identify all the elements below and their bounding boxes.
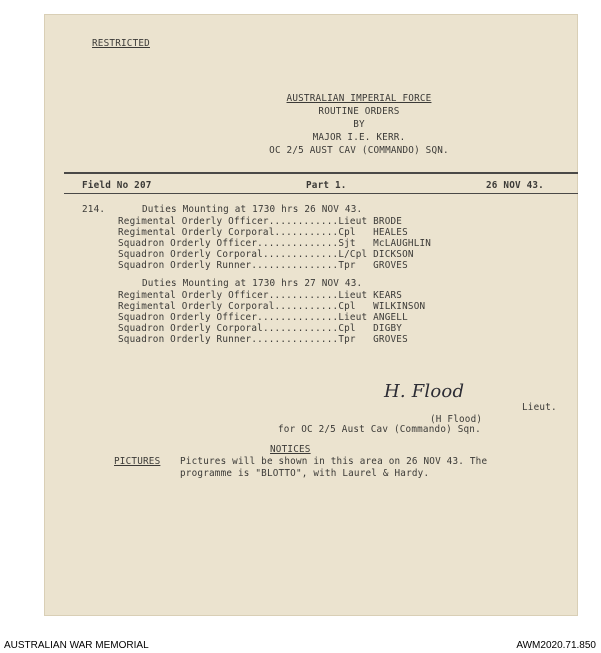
dot-leader: ............. [262,323,339,334]
duty-row [118,301,568,312]
duty-name: Squadron Orderly Officer [118,238,258,249]
duty-name: Squadron Orderly Corporal [118,323,263,334]
duty-row [118,290,568,301]
duty-row [118,216,568,227]
rank: Tpr [338,334,374,345]
person-name: BRODE [373,216,403,227]
person-name: HEALES [373,227,408,238]
duty-name: Regimental Orderly Corporal [118,227,275,238]
dot-leader: .............. [257,312,339,323]
dot-leader: ............... [251,334,339,345]
part-label: Part 1. [306,180,347,191]
field-number: Field No 207 [82,180,152,191]
dot-leader: ............ [268,216,339,227]
block2-title: Duties Mounting at 1730 hrs 27 NOV 43. [142,278,363,289]
header-line-5: OC 2/5 AUST CAV (COMMANDO) SQN. [269,145,449,156]
person-name: ANGELL [373,312,408,323]
person-name: DIGBY [373,323,403,334]
duty-name: Squadron Orderly Officer [118,312,258,323]
duty-name: Squadron Orderly Runner [118,334,252,345]
duty-row [118,323,568,334]
header-line-2: ROUTINE ORDERS [318,106,400,117]
second-rule [64,193,578,194]
signature-for-line: for OC 2/5 Aust Cav (Commando) Sqn. [278,424,481,435]
duty-name: Regimental Orderly Corporal [118,301,275,312]
header-line-3: BY [353,119,365,130]
document-page [44,14,578,616]
person-name: DICKSON [373,249,414,260]
pictures-text-line-2: programme is "BLOTTO", with Laurel & Hardy. [180,468,430,479]
dot-leader: .............. [257,238,339,249]
duty-name: Squadron Orderly Runner [118,260,252,271]
duty-name: Regimental Orderly Officer [118,216,269,227]
duty-row [118,260,568,271]
person-name: McLAUGHLIN [373,238,432,249]
person-name: GROVES [373,260,408,271]
rank: L/Cpl [338,249,374,260]
person-name: KEARS [373,290,403,301]
signature-name: (H Flood) [430,414,483,425]
duty-row [118,334,568,345]
duty-row [118,227,568,238]
duty-name: Squadron Orderly Corporal [118,249,263,260]
item-number: 214. [82,204,106,215]
duty-row [118,249,568,260]
rank: Cpl [338,227,374,238]
dot-leader: ............. [262,249,339,260]
rank: Cpl [338,301,374,312]
rank: Lieut [338,312,374,323]
duty-name: Regimental Orderly Officer [118,290,269,301]
dot-leader: ........... [274,227,339,238]
footer-accession-number: AWM2020.71.850 [516,640,596,651]
pictures-label: PICTURES [114,456,161,467]
rank: Cpl [338,323,374,334]
dot-leader: ............ [268,290,339,301]
block1-title: Duties Mounting at 1730 hrs 26 NOV 43. [142,204,363,215]
signature: H. Flood [384,381,465,402]
order-date: 26 NOV 43. [486,180,544,191]
rank: Tpr [338,260,374,271]
duty-row [118,238,568,249]
rank: Lieut [338,216,374,227]
person-name: GROVES [373,334,408,345]
dot-leader: ............... [251,260,339,271]
top-rule [64,172,578,174]
rank: Sjt [338,238,374,249]
header-line-1: AUSTRALIAN IMPERIAL FORCE [286,93,432,104]
classification-stamp: RESTRICTED [92,38,150,49]
footer-credit: AUSTRALIAN WAR MEMORIAL [4,640,149,651]
signature-rank: Lieut. [522,402,557,413]
dot-leader: ........... [274,301,339,312]
person-name: WILKINSON [373,301,426,312]
header-line-4: MAJOR I.E. KERR. [312,132,406,143]
duty-row [118,312,568,323]
rank: Lieut [338,290,374,301]
notices-heading: NOTICES [270,444,311,455]
pictures-text-line-1: Pictures will be shown in this area on 26 NOV 43. The [180,456,488,467]
